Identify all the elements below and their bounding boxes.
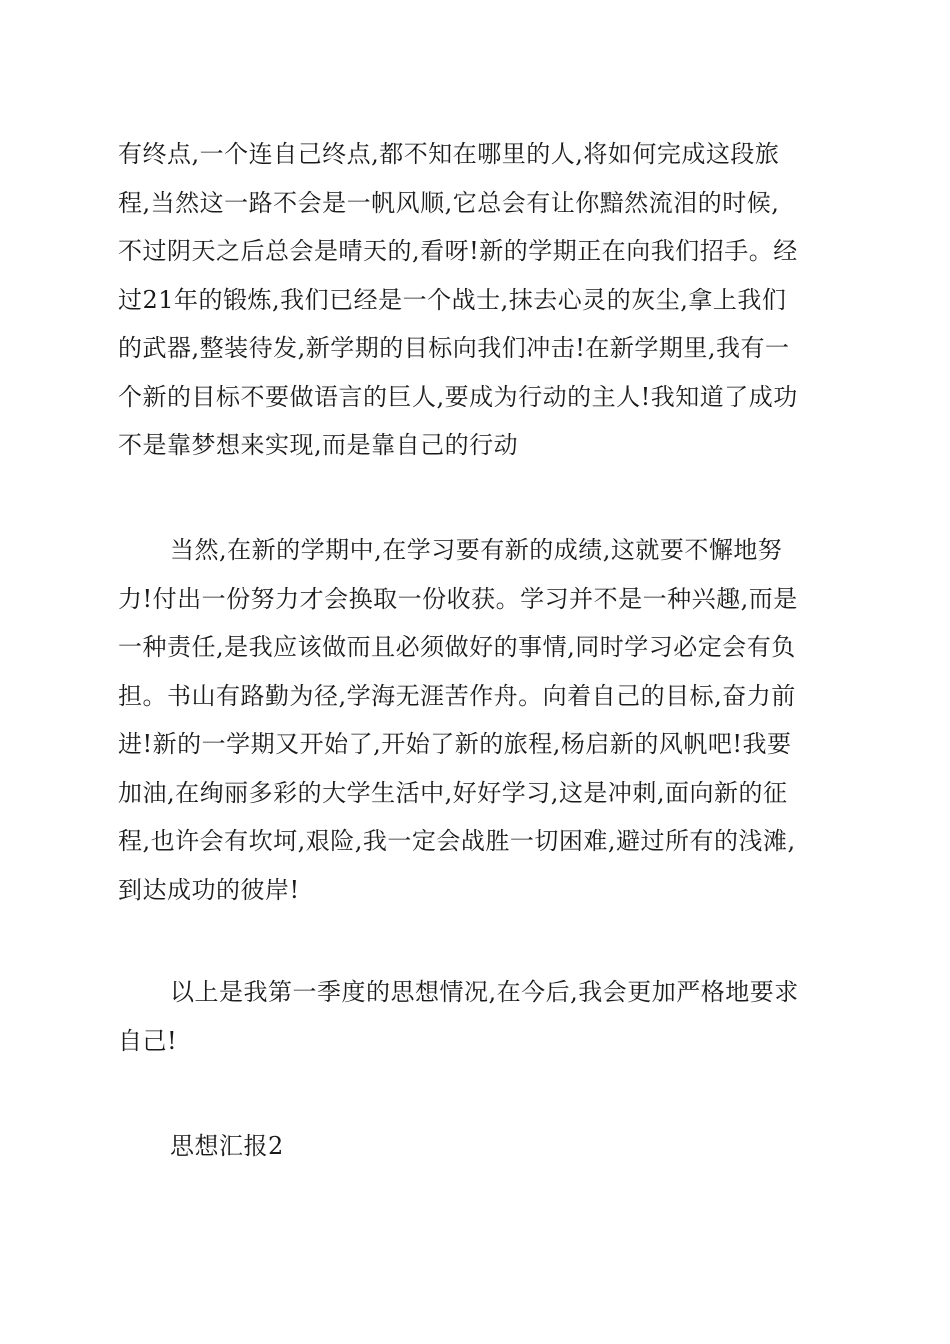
paragraph-line: 不是靠梦想来实现,而是靠自己的行动 — [118, 431, 519, 459]
paragraph-line: 力!付出一份努力才会换取一份收获。学习并不是一种兴趣,而是 — [118, 584, 798, 613]
paragraph-line: 有终点,一个连自己终点,都不知在哪里的人,将如何完成这段旅 — [118, 140, 780, 168]
paragraph-line: 过21年的锻炼,我们已经是一个战士,抹去心灵的灰尘,拿上我们 — [118, 285, 787, 314]
paragraph-line: 以上是我第一季度的思想情况,在今后,我会更加严格地要求 — [170, 978, 799, 1006]
paragraph-3 — [118, 968, 838, 1065]
paragraph-line: 程,也许会有坎坷,艰险,我一定会战胜一切困难,避过所有的浅滩, — [118, 827, 796, 855]
paragraph-line: 程,当然这一路不会是一帆风顺,它总会有让你黯然流泪的时候, — [118, 188, 780, 217]
paragraph-line: 的武器,整装待发,新学期的目标向我们冲击!在新学期里,我有一 — [118, 334, 790, 362]
paragraph-2 — [118, 526, 838, 914]
paragraph-line: 不过阴天之后总会是晴天的,看呀!新的学期正在向我们招手。经 — [118, 237, 798, 265]
paragraph-line: 加油,在绚丽多彩的大学生活中,好好学习,这是冲刺,面向新的征 — [118, 778, 788, 807]
heading-text: 思想汇报2 — [170, 1132, 284, 1160]
paragraph-line: 自己! — [118, 1026, 178, 1055]
paragraph-line: 个新的目标不要做语言的巨人,要成为行动的主人!我知道了成功 — [118, 382, 798, 411]
paragraph-line: 当然,在新的学期中,在学习要有新的成绩,这就要不懈地努 — [170, 536, 783, 564]
paragraph-line: 一种责任,是我应该做而且必须做好的事情,同时学习必定会有负 — [118, 633, 796, 661]
paragraph-1 — [118, 130, 838, 470]
paragraph-line: 到达成功的彼岸! — [118, 875, 300, 904]
paragraph-line: 担。书山有路勤为径,学海无涯苦作舟。向着自己的目标,奋力前 — [118, 681, 796, 710]
paragraph-line: 进!新的一学期又开始了,开始了新的旅程,杨启新的风帆吧!我要 — [118, 730, 792, 758]
section-heading — [118, 1122, 838, 1171]
